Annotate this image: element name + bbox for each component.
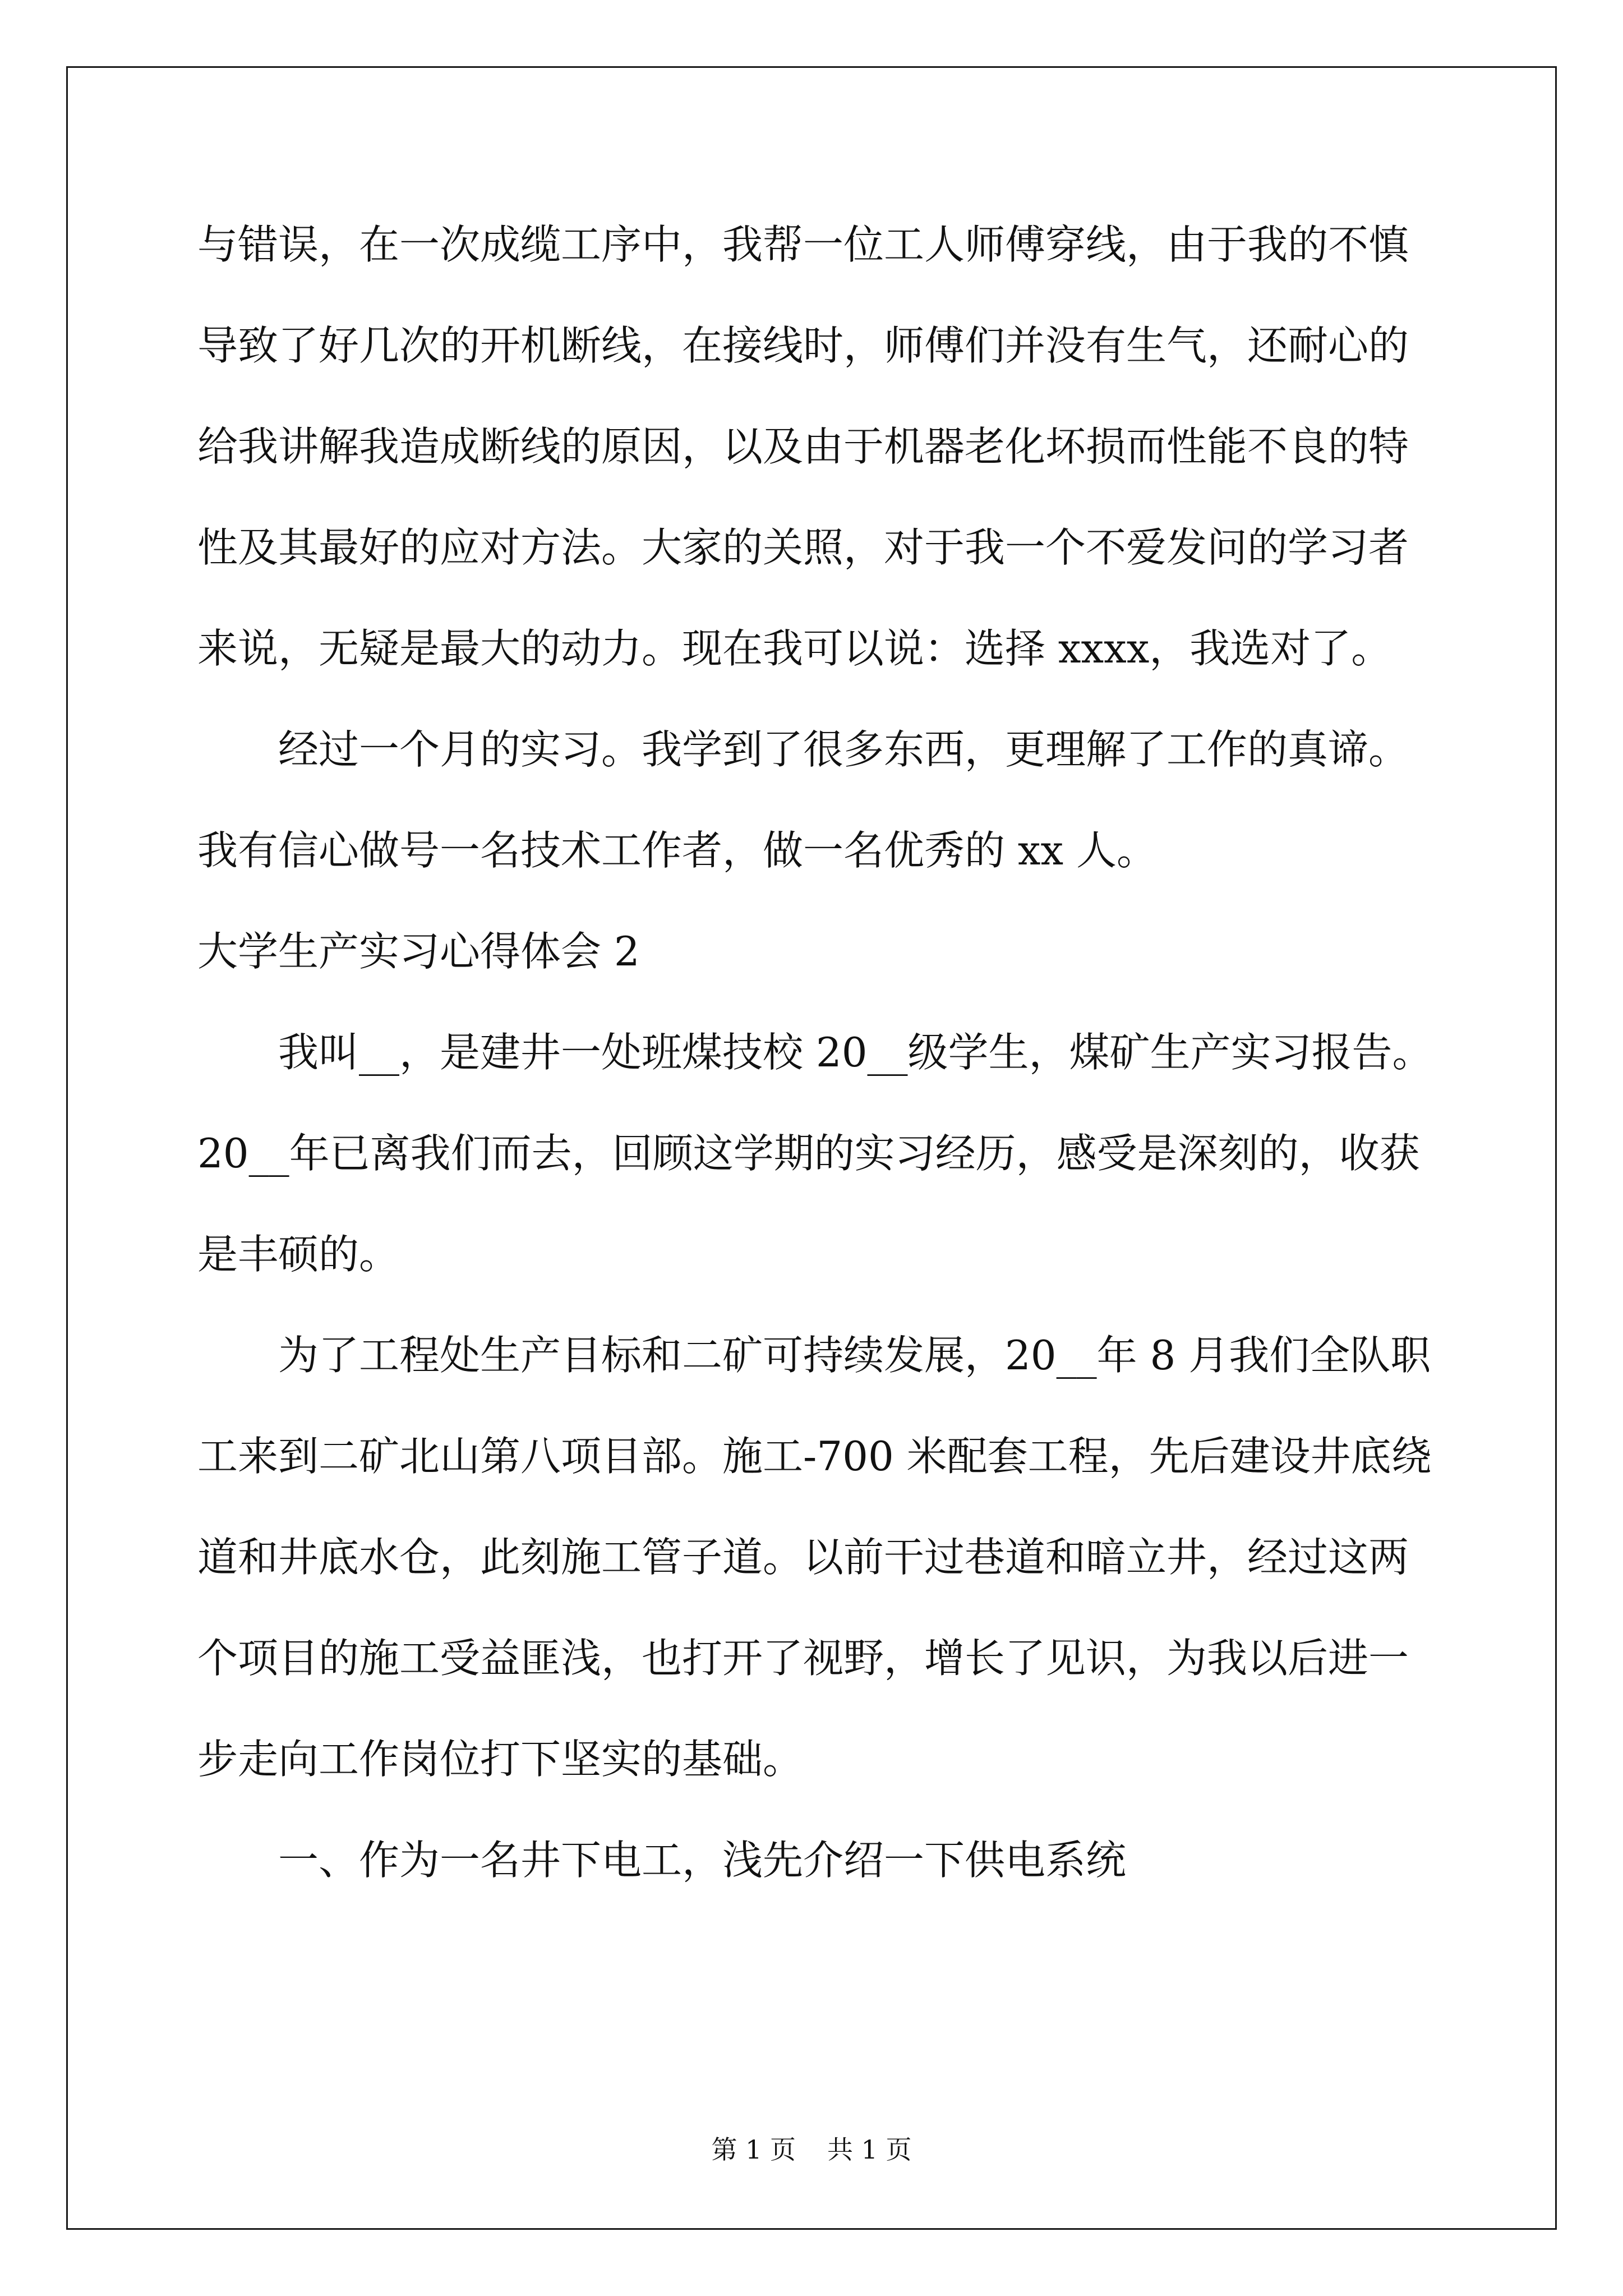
- body-line-1: 与错误，在一次成缆工序中，我帮一位工人师傅穿线，由于我的不慎: [197, 221, 1409, 268]
- body-line-11: 是丰硕的。: [197, 1231, 400, 1278]
- page-footer: [0, 2133, 1623, 2166]
- body-line-10: 20__年已离我们而去，回顾这学期的实习经历，感受是深刻的，收获: [197, 1130, 1420, 1177]
- body-line-2: 导致了好几次的开机断线，在接线时，师傅们并没有生气，还耐心的: [197, 322, 1409, 369]
- body-line-15: 个项目的施工受益匪浅，也打开了视野，增长了见识，为我以后进一: [197, 1635, 1409, 1682]
- body-line-9: 我叫__，是建井一处班煤技校 20__级学生，煤矿生产实习报告。: [197, 1029, 1433, 1076]
- body-line-4: 性及其最好的应对方法。大家的关照，对于我一个不爱发问的学习者: [197, 524, 1409, 571]
- body-line-6: 经过一个月的实习。我学到了很多东西，更理解了工作的真谛。: [197, 726, 1409, 773]
- body-line-3: 给我讲解我造成断线的原因，以及由于机器老化坏损而性能不良的特: [197, 423, 1409, 470]
- body-line-13: 工来到二矿北山第八项目部。施工-700 米配套工程，先后建设井底绕: [197, 1433, 1432, 1480]
- section-heading: 大学生产实习心得体会 2: [197, 928, 640, 975]
- body-line-14: 道和井底水仓，此刻施工管子道。以前干过巷道和暗立井，经过这两: [197, 1534, 1409, 1581]
- body-line-5: 来说，无疑是最大的动力。现在我可以说：选择 xxxx，我选对了。: [197, 625, 1392, 672]
- page-total: 共 1 页: [827, 2134, 912, 2165]
- page-number: 第 1 页: [711, 2134, 796, 2165]
- body-line-7: 我有信心做号一名技术工作者，做一名优秀的 xx 人。: [197, 827, 1157, 874]
- body-line-17: 一、作为一名井下电工，浅先介绍一下供电系统: [197, 1837, 1127, 1884]
- body-line-16: 步走向工作岗位打下坚实的基础。: [197, 1736, 804, 1783]
- body-line-12: 为了工程处生产目标和二矿可持续发展，20__年 8 月我们全队职: [197, 1332, 1431, 1379]
